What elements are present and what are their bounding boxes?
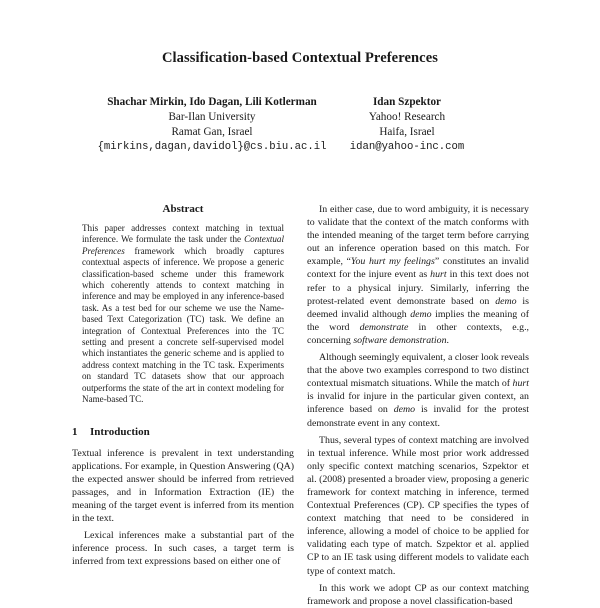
author-names: Shachar Mirkin, Ido Dagan, Lili Kotlerman — [107, 96, 317, 108]
body-paragraph: Thus, several types of context matching are involved in textual inference. While most prior work addressed only specific context matching scenarios, Szpektor et al. (2008) presented a broader view, proposing a generic framework for context matching in inference, termed Contextual Preferences (CP). CP specifies the types of context matching that need to be considered in inference, allowing a model of choice to be applied for validating each type of match. Szpektor et al. applied CP to an IE task using different models to validate each type of context match. — [307, 434, 530, 577]
email: {mirkins,dagan,davidol}@cs.biu.ac.il — [97, 141, 327, 153]
affiliation-yahoo — [288, 95, 526, 155]
section-heading-introduction: 1 Introduction — [72, 425, 150, 438]
location: Ramat Gan, Israel — [171, 126, 253, 138]
institution: Bar-Ilan University — [168, 111, 256, 123]
abstract-heading: Abstract — [162, 203, 204, 215]
abstract-text: This paper addresses context matching in textual inference. We formulate the task under the Contextual Preferences framework which broadly captures contextual aspects of inference. We propose a generic classification-based scheme under this framework which coherently attends to context matching in inference and may be employed in any inference-based task. As a test bed for our scheme we use the Name-based Text Categorization (TC) task. We define an integration of Contextual Preferences into the TC setting and present a concrete self-supervised model which instantiates the generic scheme and is applied to address context matching in the TC task. Experiments on standard TC datasets show that our approach outperforms the state of the art in context modeling for Name-based TC. — [82, 223, 284, 405]
abstract-term: Contextual Preferences — [82, 234, 284, 256]
intro-paragraph: Lexical inferences make a substantial part of the inference process. In such cases, a target term is inferred from text expressions based on either one of — [72, 530, 294, 568]
author-names: Idan Szpektor — [372, 96, 442, 108]
institution: Yahoo! Research — [368, 111, 446, 123]
location: Haifa, Israel — [379, 126, 435, 138]
left-column — [72, 203, 294, 568]
body-paragraph: In this work we adopt CP as our context matching framework and propose a novel classification-based — [307, 582, 529, 607]
body-paragraph: Although seemingly equivalent, a closer look reveals that the above two examples correspond to two distinct contextual mismatch situations. While the match of hurt is invalid for injure in the particular given context, an inference based on demo is invalid for the protest demonstrate event in any context. — [307, 352, 529, 429]
right-column — [307, 203, 529, 608]
paper-title: Classification-based Contextual Preferences — [161, 50, 438, 66]
intro-paragraph: Textual inference is prevalent in text understanding applications. For example, in Question Answering (QA) the expected answer should be inferred from retrieved passages, and in Information Extraction (IE) the meaning of the target event is inferred from its mention in the text. — [72, 447, 294, 524]
email: idan@yahoo-inc.com — [349, 141, 465, 153]
body-paragraph: In either case, due to word ambiguity, it is necessary to validate that the context of the match conforms with the intended meaning of the target term before carrying out an inference operation based on this match. For example, “You hurt my feelings” constitutes an invalid context for the injure event as hurt in this text does not refer to a physical injury. Similarly, inferring the protest-related event demonstrate based on demo is deemed invalid although demo implies the meaning of the word demonstrate in other contexts, e.g., concerning software demonstration. — [307, 204, 530, 346]
author-block — [0, 95, 600, 155]
